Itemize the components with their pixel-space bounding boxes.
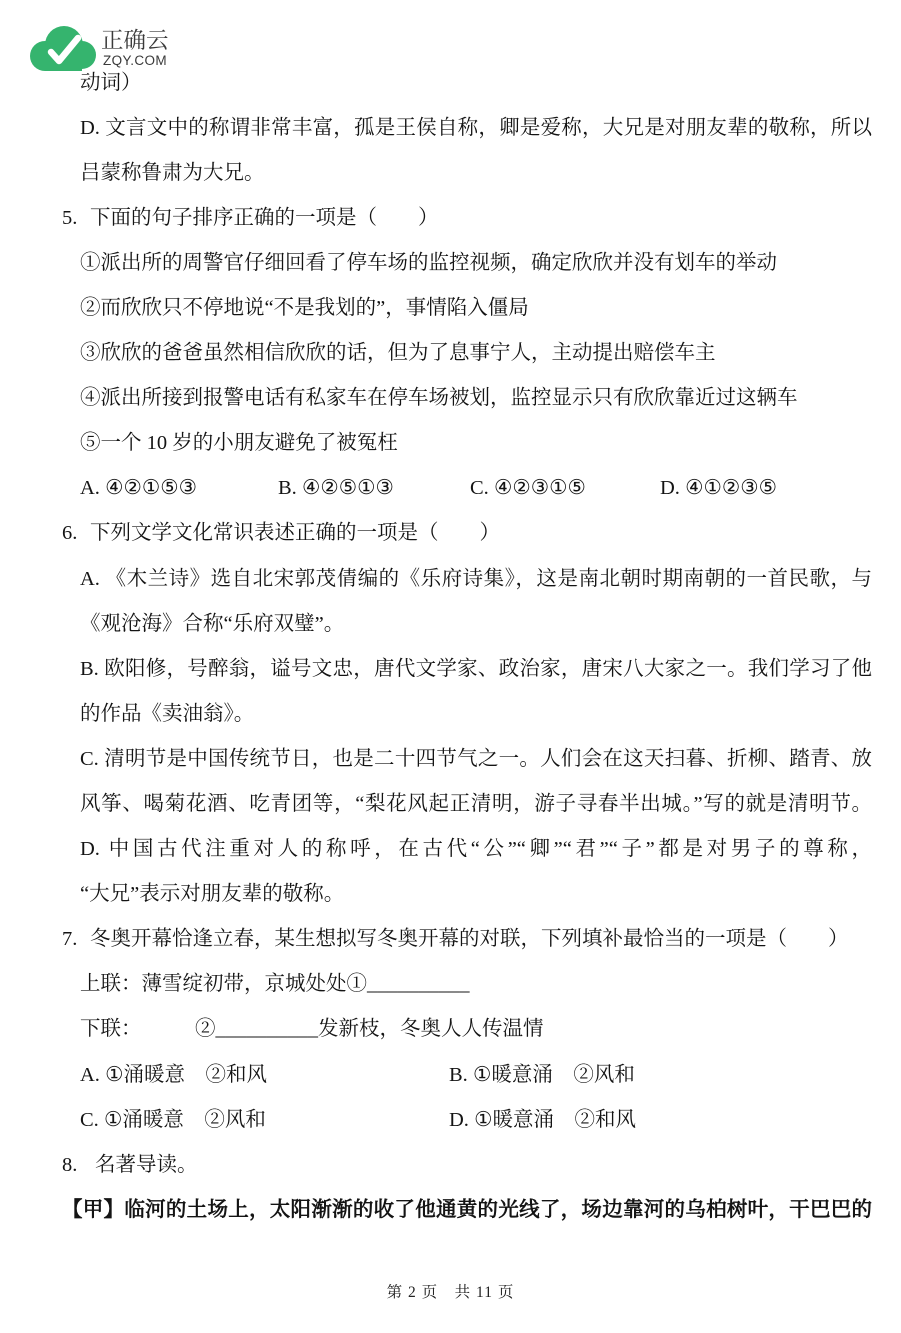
q6-option-b-line-2: 的作品《卖油翁》。 [80, 702, 255, 725]
question-stem: 下面的句子排序正确的一项是（ ） [90, 206, 439, 229]
option-label: D. [80, 116, 100, 139]
q5-option-b [278, 466, 470, 511]
couplet-text: ②__________发新枝，冬奥人人传温情 [195, 1018, 544, 1041]
option-text: 欧阳修，号醉翁，谥号文忠，唐代文学家、政治家，唐宋八大家之一。我们学习了他 [104, 657, 873, 680]
option-text: ①涌暖意 ②和风 [105, 1063, 267, 1086]
q5-option-d [660, 466, 777, 511]
q6-option-c-line-2: 风筝、喝菊花酒、吃青团等，“梨花风起正清明，游子寻春半出城。”写的就是清明节。 [80, 793, 872, 815]
brand-domain: ZQY.COM [103, 53, 168, 68]
question-number: 6. [62, 522, 78, 545]
option-text: 清明节是中国传统节日，也是二十四节气之一。人们会在这天扫暮、折柳、踏青、放 [104, 747, 873, 770]
option-text: 《木兰诗》选自北宋郭茂倩编的《乐府诗集》，这是南北朝时期南朝的一首民歌，与 [105, 567, 873, 590]
option-text: ①暖意涌 ②风和 [472, 1063, 635, 1086]
question-number: 8. [62, 1153, 78, 1176]
option-text: ④②⑤①③ [301, 477, 394, 500]
q5-sentence-3: ③欣欣的爸爸虽然相信欣欣的话，但为了息事宁人，主动提出赔偿车主 [80, 342, 716, 365]
option-label: D. [449, 1108, 469, 1131]
passage-label: 【甲】 [62, 1198, 125, 1221]
option-text: ①暖意涌 ②和风 [474, 1108, 636, 1131]
option-text: ①涌暖意 ②风和 [103, 1108, 266, 1131]
option-label: C. [80, 1108, 99, 1131]
q7-option-a [80, 1053, 449, 1098]
q6-option-a-line-2: 《观沧海》合称“乐府双璧”。 [80, 612, 345, 635]
q6-option-c-line-1 [62, 737, 872, 782]
q7-upper-couplet [62, 962, 872, 1007]
page-footer: 第 2 页 共 11 页 [386, 1284, 515, 1301]
couplet-text: 薄雪绽初带，京城处处①__________ [141, 973, 470, 996]
option-label: C. [80, 747, 99, 770]
option-text: ④①②③⑤ [685, 477, 777, 500]
q8-passage-line [62, 1188, 872, 1233]
q6-option-d-line-2: “大兄”表示对朋友辈的敬称。 [80, 883, 345, 906]
q6-option-b-line-1 [62, 647, 872, 692]
q5-option-a [80, 466, 278, 511]
brand-name: 正确云 [101, 28, 169, 54]
q5-option-c [470, 466, 660, 511]
q6-option-d-line-1 [62, 827, 872, 872]
q5-stem-line [62, 196, 872, 241]
q7-options-row-2 [62, 1098, 872, 1143]
q7-option-c [80, 1098, 449, 1143]
couplet-label: 上联： [80, 973, 142, 996]
passage-text: 临河的土场上，太阳渐渐的收了他通黄的光线了，场边靠河的乌柏树叶，干巴巴的 [124, 1198, 873, 1221]
option-text: 文言文中的称谓非常丰富，孤是王侯自称，卿是爱称，大兄是对朋友辈的敬称，所以 [105, 116, 873, 139]
question-number: 5. [62, 206, 78, 229]
q8-stem-line [62, 1143, 872, 1188]
q6-option-a-line-1 [62, 557, 872, 602]
option-label: D. [660, 477, 680, 500]
q6-stem-line [62, 511, 872, 556]
q7-option-d [449, 1098, 636, 1143]
option-label: C. [470, 477, 489, 500]
question-number: 7. [62, 928, 78, 951]
option-label: B. [449, 1063, 468, 1086]
question-stem: 冬奥开幕恰逢立春，某生想拟写冬奥开幕的对联，下列填补最恰当的一项是（ ） [90, 928, 849, 951]
option-label: A. [80, 1063, 100, 1086]
q4-option-d-line-2: 吕蒙称鲁肃为大兄。 [80, 161, 265, 184]
option-label: B. [80, 657, 99, 680]
q7-options-row-1 [62, 1053, 872, 1098]
option-text: 中国古代注重对人的称呼，在古代“公”“卿”“君”“子”都是对男子的尊称， [108, 838, 872, 861]
q7-lower-couplet [62, 1007, 872, 1052]
q5-sentence-1: ①派出所的周警官仔细回看了停车场的监控视频，确定欣欣并没有划车的举动 [80, 251, 777, 274]
q4-option-d-line-1 [62, 106, 872, 151]
option-text: ④②③①⑤ [493, 477, 586, 500]
option-text: ④②①⑤③ [105, 477, 197, 500]
option-label: A. [80, 567, 100, 590]
q5-sentence-4: ④派出所接到报警电话有私家车在停车场被划，监控显示只有欣欣靠近过这辆车 [80, 387, 798, 410]
question-content [62, 61, 872, 1233]
option-label: B. [278, 477, 297, 500]
q5-sentence-2: ②而欣欣只不停地说“不是我划的”，事情陷入僵局 [80, 296, 529, 319]
q7-stem-line [62, 917, 872, 962]
q4-carryover-line: 动词） [80, 71, 142, 94]
option-label: A. [80, 477, 100, 500]
question-stem: 名著导读。 [95, 1153, 198, 1176]
couplet-label: 下联： [80, 1018, 142, 1041]
q5-options-row [62, 466, 872, 511]
option-label: D. [80, 838, 100, 861]
q7-option-b [449, 1053, 635, 1098]
q5-sentence-5: ⑤一个 10 岁的小朋友避免了被冤枉 [80, 432, 398, 455]
question-stem: 下列文学文化常识表述正确的一项是（ ） [90, 522, 500, 545]
